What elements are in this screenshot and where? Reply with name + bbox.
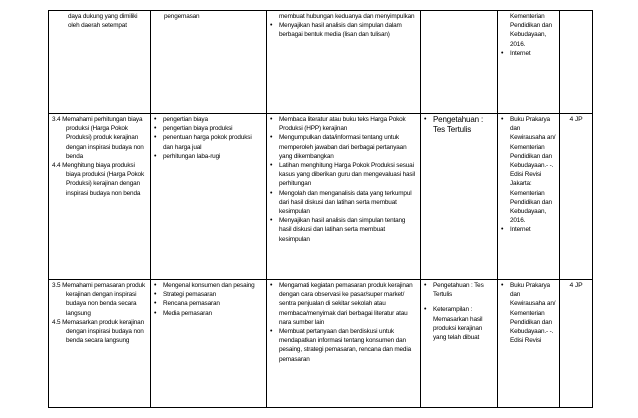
competency-number: 3.4 — [52, 116, 61, 123]
material-cell — [151, 11, 267, 114]
competency-text: Memahami perhitungan biaya produksi (Harga Pokok Produksi) produk kerajinan dengan inspirasi budaya non benda — [62, 116, 144, 160]
material-item: • perhitungan laba-rugi — [154, 152, 263, 161]
material-cell — [151, 280, 267, 408]
assessment-item: • Pengetahuan : Tes Tertulis — [424, 115, 494, 135]
material-item: • pengertian biaya produksi — [154, 124, 263, 133]
learning-text: membuat hubungan keduanya dan menyimpulkan — [279, 13, 415, 20]
assessment-item: • Keterampilan : Memasarkan hasil produksi kerajinan yang telah dibuat — [424, 305, 494, 342]
table-row — [49, 114, 593, 280]
material-cell — [151, 114, 267, 280]
competency-item — [52, 161, 147, 198]
material-item: • Mengenal konsumen dan pesaing — [154, 281, 263, 290]
learning-item: • Menyajikan hasil analisis dan simpulan tentang hasil diskusi dan latihan serta membuat kesimpulan — [270, 216, 417, 244]
learning-item: • Mengamati kegiatan pemasaran produk kerajinan dengan cara observasi ke pasar/super market/ sentra penjualan di sekitar sekolah atau membaca/menyimak dari berbagai literatur atau nara sumber lain — [270, 281, 417, 327]
sources-item: • Internet — [501, 49, 556, 58]
sources-item: • Internet — [501, 225, 556, 234]
assessment-cell — [421, 11, 498, 114]
learning-item: • Mengumpulkan data/informasi tentang untuk memperoleh jawaban dari berbagai pertanyaan yang dikembangkan — [270, 133, 417, 161]
assessment-item: • Pengetahuan : Tes Tertulis — [424, 281, 494, 299]
assessment-cell — [421, 280, 498, 408]
syllabus-table — [48, 10, 593, 408]
learning-cell — [267, 114, 421, 280]
time-cell — [560, 11, 593, 114]
competency-text: Memahami pemasaran produk kerajinan dengan inspirasi budaya non benda secara langsung — [62, 282, 145, 317]
competency-text: Memasarkan produk kerajinan dengan inspirasi budaya non benda secara langsung — [62, 318, 144, 345]
time-cell: 4 JP — [560, 114, 593, 280]
competency-cell — [49, 114, 151, 280]
learning-item: • Membaca literatur atau buku teks Harga Pokok Produksi (HPP) kerajinan — [270, 115, 417, 133]
sources-item: • Buku Prakarya dan Kewirausaha an/ Kementerian Pendidikan dan Kebudayaan.- -. Edisi Revisi — [501, 281, 556, 345]
learning-item: • Latihan menghitung Harga Pokok Produksi sesuai kasus yang diberikan guru dan mengevaluasi hasil perhitungan — [270, 161, 417, 189]
table-row — [49, 280, 593, 408]
competency-item — [52, 318, 147, 346]
competency-text: oleh daerah setempat — [68, 22, 127, 30]
material-item: • penentuan harga pokok produksi dan harga jual — [154, 133, 263, 151]
learning-item: • Membuat pertanyaan dan berdiskusi untuk mendapatkan informasi tentang konsumen dan pesaing, strategi pemasaran, rencana dan media pemasaran — [270, 327, 417, 364]
learning-item: • Menyajikan hasil analisis dan simpulan dalam berbagai bentuk media (lisan dan tulisan) — [270, 21, 417, 39]
competency-item — [52, 281, 147, 318]
material-item: • Media pemasaran — [154, 309, 263, 318]
learning-cell — [267, 280, 421, 408]
competency-item — [52, 115, 147, 161]
learning-cell — [267, 11, 421, 114]
competency-number: 4.4 — [52, 162, 61, 170]
material-text: pengemasan — [164, 13, 200, 20]
table-row — [49, 11, 593, 114]
competency-number: 3.5 — [52, 282, 61, 289]
competency-cell — [49, 280, 151, 408]
competency-text: Menghitung biaya produksi biaya produksi (Harga Pokok Produksi) kerajinan dengan inspirasi budaya non benda — [62, 162, 145, 197]
assessment-cell — [421, 114, 498, 280]
competency-number: 4.5 — [52, 318, 61, 326]
sources-item: • Buku Prakarya dan Kewirausaha an/ Kementerian Pendidikan dan Kebudayaan.- -. Edisi Revisi Jakarta: Kementerian Pendidikan dan Kebudayaan, 2016. — [501, 115, 556, 225]
material-item: • pengertian biaya — [154, 115, 263, 124]
material-item: • Rencana pemasaran — [154, 299, 263, 308]
competency-cell — [49, 11, 151, 114]
material-item: • Strategi pemasaran — [154, 290, 263, 299]
sources-text: Kementerian Pendidikan dan Kebudayaan, 2016. — [510, 13, 552, 48]
competency-text: daya dukung yang dimiliki — [68, 13, 138, 20]
time-cell: 4 JP — [560, 280, 593, 408]
learning-item: • Mengolah dan menganalisis data yang terkumpul dari hasil diskusi dan latihan serta membuat kesimpulan — [270, 189, 417, 217]
sources-cell — [498, 114, 560, 280]
sources-cell — [498, 11, 560, 114]
sources-cell — [498, 280, 560, 408]
